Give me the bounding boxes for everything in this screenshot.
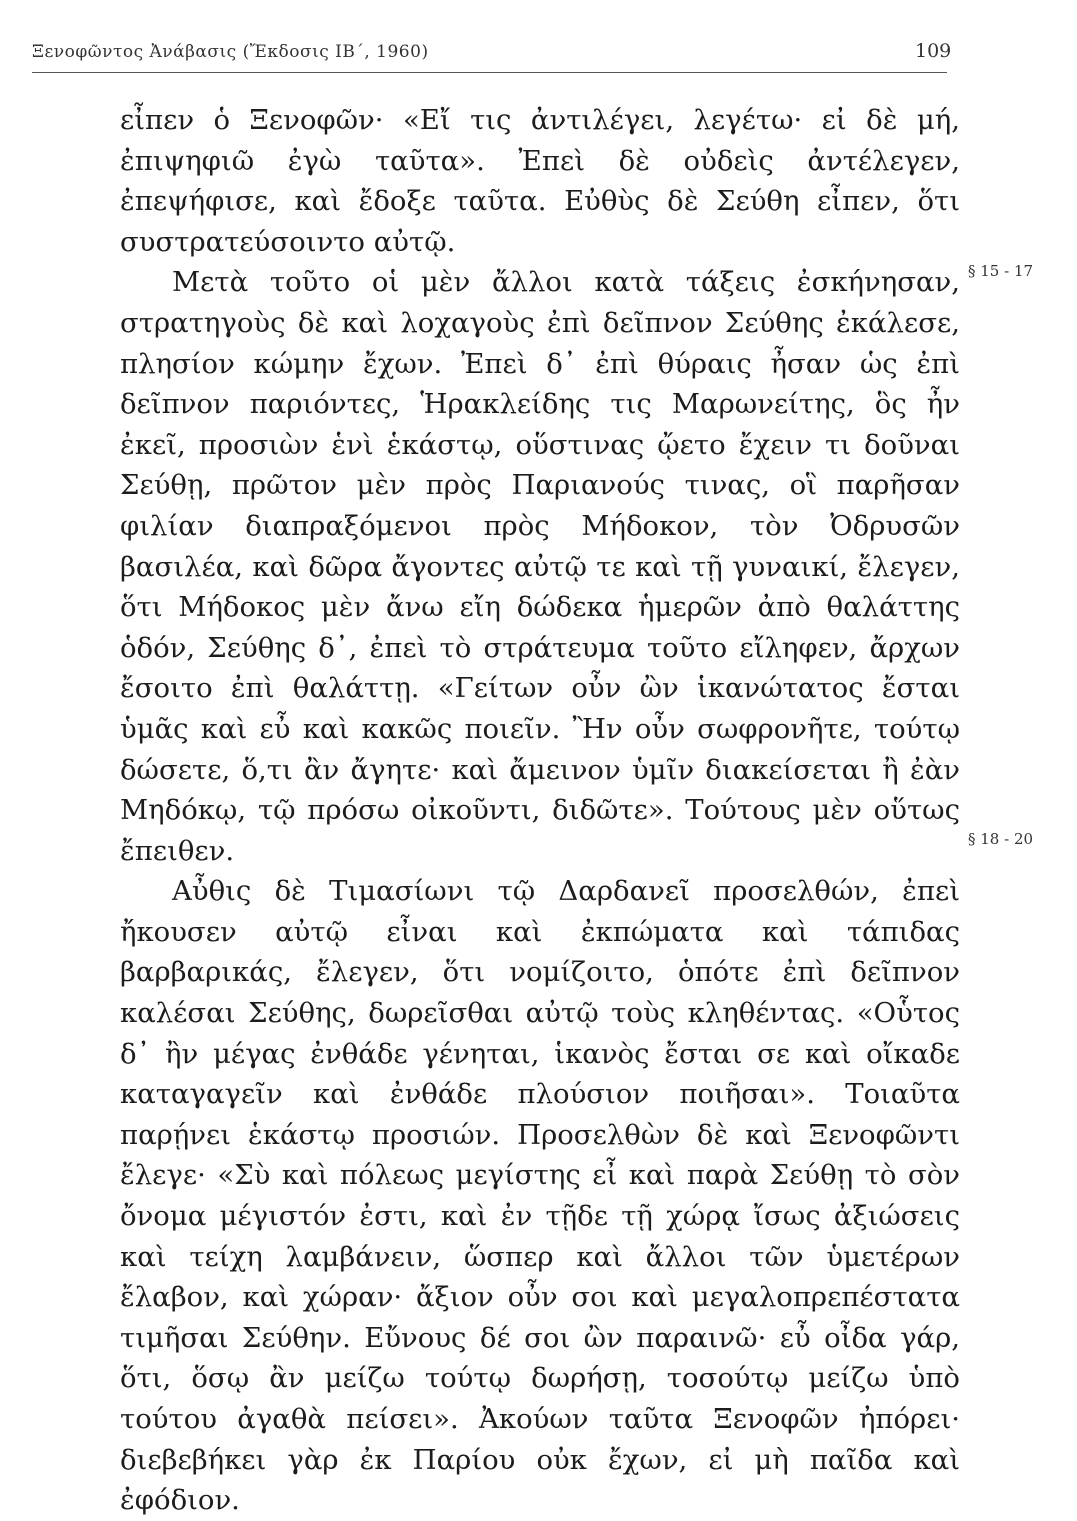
page-number: 109 <box>915 40 952 62</box>
paragraph-continuation: εἶπεν ὁ Ξενοφῶν· «Εἴ τις ἀντιλέγει, λεγέτω· εἰ δὲ μή, ἐπιψηφιῶ ἐγὼ ταῦτα». Ἐπεὶ δὲ οὐδεὶς ἀντέλεγεν, ἐπεψήφισε, καὶ ἔδοξε ταῦτα. Εὐθὺς δὲ Σεύθη εἶπεν, ὅτι συστρατεύσοιντο αὐτῷ. <box>120 104 960 258</box>
body-text <box>120 100 960 1521</box>
paragraph-section-15-17: Μετὰ τοῦτο οἱ μὲν ἄλλοι κατὰ τάξεις ἐσκήνησαν, στρατηγοὺς δὲ καὶ λοχαγοὺς ἐπὶ δεῖπνον Σεύθης ἐκάλεσε, πλησίον κώμην ἔχων. Ἐπεὶ δ᾽ ἐπὶ θύραις ἦσαν ὡς ἐπὶ δεῖπνον παριόντες, Ἡρακλείδης τις Μαρωνείτης, ὃς ἦν ἐκεῖ, προσιὼν ἑνὶ ἑκάστῳ, οὕστινας ᾤετο ἔχειν τι δοῦναι Σεύθῃ, πρῶτον μὲν πρὸς Παριανούς τινας, οἳ παρῆσαν φιλίαν διαπραξόμενοι πρὸς Μήδοκον, τὸν Ὀδρυσῶν βασιλέα, καὶ δῶρα ἄγοντες αὐτῷ τε καὶ τῇ γυναικί, ἔλεγεν, ὅτι Μήδοκος μὲν ἄνω εἴη δώδεκα ἡμερῶν ἀπὸ θαλάττης ὁδόν, Σεύθης δ᾽, ἐπεὶ τὸ στράτευμα τοῦτο εἴληφεν, ἄρχων ἔσοιτο ἐπὶ θαλάττῃ. «Γείτων οὖν ὢν ἱκανώτατος ἔσται ὑμᾶς καὶ εὖ καὶ κακῶς ποιεῖν. Ἢν οὖν σωφρονῆτε, τούτῳ δώσετε, ὅ,τι ἂν ἄγητε· καὶ ἄμεινον ὑμῖν διακείσεται ἢ ἐὰν Μηδόκῳ, τῷ πρόσω οἰκοῦντι, διδῶτε». Τούτους μὲν οὕτως ἔπειθεν. <box>120 266 960 867</box>
header-rule <box>32 72 947 73</box>
margin-note-section-15-17: § 15 - 17 <box>968 262 1034 280</box>
paragraph-section-18-20: Αὖθις δὲ Τιμασίωνι τῷ Δαρδανεῖ προσελθών, ἐπεὶ ἤκουσεν αὐτῷ εἶναι καὶ ἐκπώματα καὶ τάπιδας βαρβαρικάς, ἔλεγεν, ὅτι νομίζοιτο, ὁπότε ἐπὶ δεῖπνον καλέσαι Σεύθης, δωρεῖσθαι αὐτῷ τοὺς κληθέντας. «Οὗτος δ᾽ ἢν μέγας ἐνθάδε γένηται, ἱκανὸς ἔσται σε καὶ οἴκαδε καταγαγεῖν καὶ ἐνθάδε πλούσιον ποιῆσαι». Τοιαῦτα παρῄνει ἑκάστῳ προσιών. Προσελθὼν δὲ καὶ Ξενοφῶντι ἔλεγε· «Σὺ καὶ πόλεως μεγίστης εἶ καὶ παρὰ Σεύθῃ τὸ σὸν ὄνομα μέγιστόν ἐστι, καὶ ἐν τῇδε τῇ χώρᾳ ἴσως ἀξιώσεις καὶ τείχη λαμβάνειν, ὥσπερ καὶ ἄλλοι τῶν ὑμετέρων ἔλαβον, καὶ χώραν· ἄξιον οὖν σοι καὶ μεγαλοπρεπέστατα τιμῆσαι Σεύθην. Εὔνους δέ σοι ὢν παραινῶ· εὖ οἶδα γάρ, ὅτι, ὅσῳ ἂν μείζω τούτῳ δωρήσῃ, τοσούτῳ μείζω ὑπὸ τούτου ἀγαθὰ πείσει». Ἀκούων ταῦτα Ξενοφῶν ἠπόρει· διεβεβήκει γὰρ ἐκ Παρίου οὐκ ἔχων, εἰ μὴ παῖδα καὶ ἐφόδιον. <box>120 875 960 1517</box>
margin-note-section-18-20: § 18 - 20 <box>968 830 1034 848</box>
running-head: Ξενοφῶντος Ἀνάβασις (Ἔκδοσις ΙΒ΄, 1960) <box>32 42 429 62</box>
